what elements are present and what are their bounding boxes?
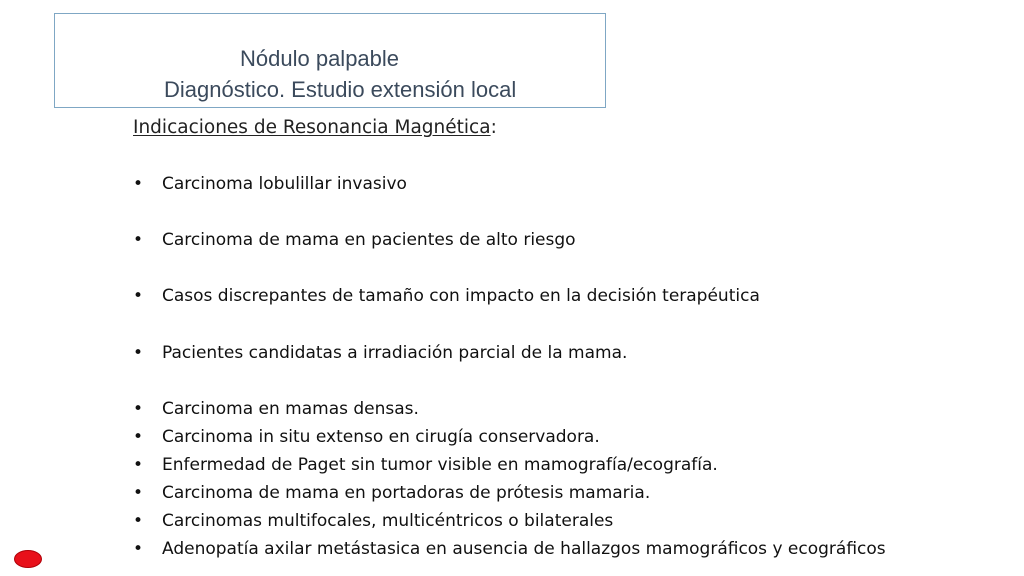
bullet-dot: • (133, 286, 144, 306)
bullet-item (133, 425, 600, 449)
bullet-dot: • (133, 511, 144, 531)
bullet-text: Carcinoma de mama en portadoras de prótesis mamaria. (162, 483, 651, 503)
bullet-text: Adenopatía axilar metástasica en ausencia de hallazgos mamográficos y ecográficos (162, 539, 886, 559)
bullet-item (133, 509, 613, 533)
bullet-item (133, 284, 760, 308)
bullet-text: Carcinoma in situ extenso en cirugía conservadora. (162, 427, 600, 447)
bullet-dot: • (133, 539, 144, 559)
section-heading (133, 117, 497, 138)
section-heading-colon: : (490, 117, 497, 138)
bullet-item (133, 397, 419, 421)
section-heading-text: Indicaciones de Resonancia Magnética (133, 117, 491, 138)
bullet-dot: • (133, 455, 144, 475)
bullet-dot: • (133, 343, 144, 363)
bullet-item (133, 481, 650, 505)
bullet-item (133, 453, 718, 477)
bullet-text: Carcinomas multifocales, multicéntricos o bilaterales (162, 511, 614, 531)
bullet-text: Carcinoma en mamas densas. (162, 399, 419, 419)
slide-subtitle: Diagnóstico. Estudio extensión local (164, 77, 517, 102)
bullet-text: Carcinoma de mama en pacientes de alto riesgo (162, 230, 576, 250)
bullet-dot: • (133, 230, 144, 250)
bullet-dot: • (133, 174, 144, 194)
bullet-item (133, 341, 627, 365)
bullet-item (133, 537, 886, 561)
bullet-text: Pacientes candidatas a irradiación parcial de la mama. (162, 343, 628, 363)
bullet-dot: • (133, 483, 144, 503)
bullet-text: Carcinoma lobulillar invasivo (162, 174, 407, 194)
bullet-item (133, 172, 407, 196)
bullet-text: Casos discrepantes de tamaño con impacto en la decisión terapéutica (162, 286, 760, 306)
slide-title: Nódulo palpable (240, 46, 400, 71)
bullet-dot: • (133, 399, 144, 419)
navigation-dot-button[interactable] (14, 550, 42, 568)
bullet-dot: • (133, 427, 144, 447)
bullet-text: Enfermedad de Paget sin tumor visible en mamografía/ecografía. (162, 455, 718, 475)
bullet-item (133, 228, 576, 252)
